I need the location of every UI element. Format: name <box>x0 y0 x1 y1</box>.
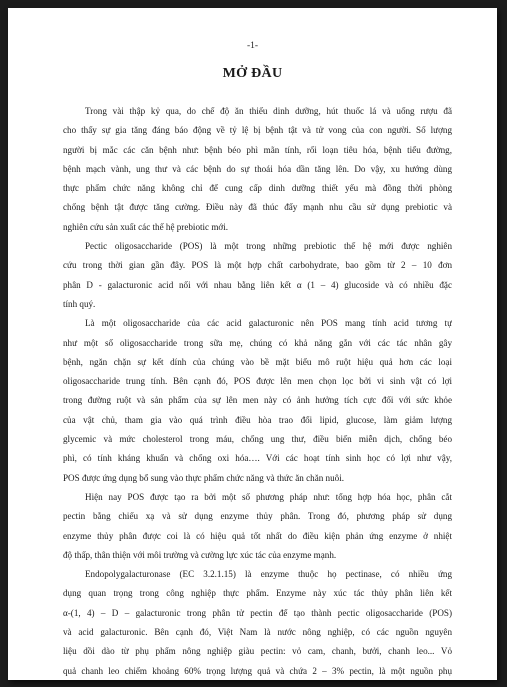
text-line: cứu trong thời gian gần đây. POS là một hợp chất carbohydrate, bao gồm từ 2 – 10 đơn <box>63 260 452 271</box>
paragraph <box>63 102 452 237</box>
paragraph <box>63 488 452 565</box>
text-line: tính quý. <box>63 298 96 309</box>
text-line: α-(1, 4) – D – galacturonic trong phân tử pectin để tạo thành pectic oligosaccharide (POS) <box>63 607 452 618</box>
text-line: thực phẩm chức năng không chỉ để cung cấp dinh dưỡng thiết yếu mà đồng thời phòng <box>63 183 452 194</box>
text-line: Trong vài thập kỷ qua, do chế độ ăn thiếu dinh dưỡng, hút thuốc lá và uống rượu đã <box>85 106 452 116</box>
text-line: pectin bằng chiếu xạ và sử dụng enzyme thủy phân. Trong đó, phương pháp sử dụng <box>63 511 452 522</box>
text-line: phân D - galacturonic acid nối với nhau bằng liên kết α (1 – 4) glucoside và có nhiều đặc <box>63 279 452 290</box>
text-line: phì, có tính kháng khuẩn và chống oxi hóa…. Với các hoạt tính sinh học có lợi như vậy, <box>63 453 452 464</box>
text-line: của vật chủ, tham gia vào quá trình điều hòa trao đổi lipid, glucose, làm giảm lượng <box>63 414 452 425</box>
text-line: Pectic oligosaccharide (POS) là một trong những prebiotic thế hệ mới được nghiên <box>85 241 452 252</box>
text-line: và acid galacturonic. Bên cạnh đó, Việt Nam là nước nông nghiệp, có các nguồn nguyên <box>63 627 452 638</box>
text-line: bệnh, ngăn chặn sự kết dính của chúng vào bề mặt biểu mô ruột hiệu quả hơn các loại <box>63 356 452 367</box>
text-line: Là một oligosaccharide của các acid galacturonic nên POS mang tính acid tương tự <box>85 318 452 329</box>
text-line: người bị mắc các căn bệnh như: bệnh béo phì mãn tính, rối loạn tiêu hóa, bệnh tiểu đường, <box>63 144 452 155</box>
body-text <box>63 102 452 680</box>
page-number: -1- <box>246 41 259 51</box>
text-line: như một số oligosaccharide trong sữa mẹ, chúng có khả năng gắn với các tác nhân gây <box>63 337 452 348</box>
text-line: enzyme thủy phân được coi là có hiệu quả tốt nhất do điều kiện phản ứng enzyme ở nhiệt <box>63 530 452 541</box>
text-line: Endopolygalacturonase (EC 3.2.1.15) là enzyme thuộc họ pectinase, có nhiều ứng <box>85 569 452 580</box>
document-page <box>8 8 497 680</box>
text-line: liệu dồi dào từ phụ phẩm nông nghiệp giàu pectin: vỏ cam, chanh, bưởi, chanh leo... Vỏ <box>63 646 452 657</box>
text-line: trong đường ruột và sản phẩm của sự lên men này có ảnh hưởng tích cực đối với sức khỏe <box>63 395 452 406</box>
paragraph <box>63 314 452 488</box>
text-line: độ thấp, thân thiện với môi trường và cường lực xúc tác của enzyme mạnh. <box>63 549 337 560</box>
text-line: Hiện nay POS được tạo ra bởi một số phương pháp như: tổng hợp hóa học, phân cắt <box>85 491 452 502</box>
text-line: glycemic và mức cholesterol trong máu, chống ung thư, điều biến miễn dịch, chống béo <box>63 434 452 445</box>
paragraph <box>63 237 452 314</box>
text-line: nghiên cứu sản xuất các thế hệ prebiotic mới. <box>63 221 229 232</box>
text-line: quả chanh leo chiếm khoảng 60% trọng lượng quả và chứa 2 – 3% pectin, là một nguồn phụ <box>63 665 452 676</box>
text-line: dụng quan trọng trong công nghiệp thực phẩm. Enzyme này xúc tác thủy phân liên kết <box>63 588 452 599</box>
text-line: oligosaccharide trung tính. Bên cạnh đó, POS được lên men chọn lọc bởi vi sinh vật có lợi <box>63 376 452 387</box>
text-line: POS được ứng dụng bổ sung vào thực phẩm chức năng và thức ăn chăn nuôi. <box>63 472 344 483</box>
text-line: chống bệnh tật được tăng cường. Điều này đã thúc đẩy mạnh nhu cầu sử dụng prebiotic và <box>63 202 452 213</box>
text-line: bệnh mạch vành, ung thư và các bệnh do sự thoái hóa dần tăng lên. Do vậy, xu hướng dùng <box>63 163 452 174</box>
paragraph <box>63 565 452 680</box>
text-line: cho thấy sự gia tăng đáng báo động về tỷ lệ bị bệnh tật và tử vong của con người. Số lượng <box>63 125 452 136</box>
page-title: MỞ ĐẦU <box>222 66 283 81</box>
